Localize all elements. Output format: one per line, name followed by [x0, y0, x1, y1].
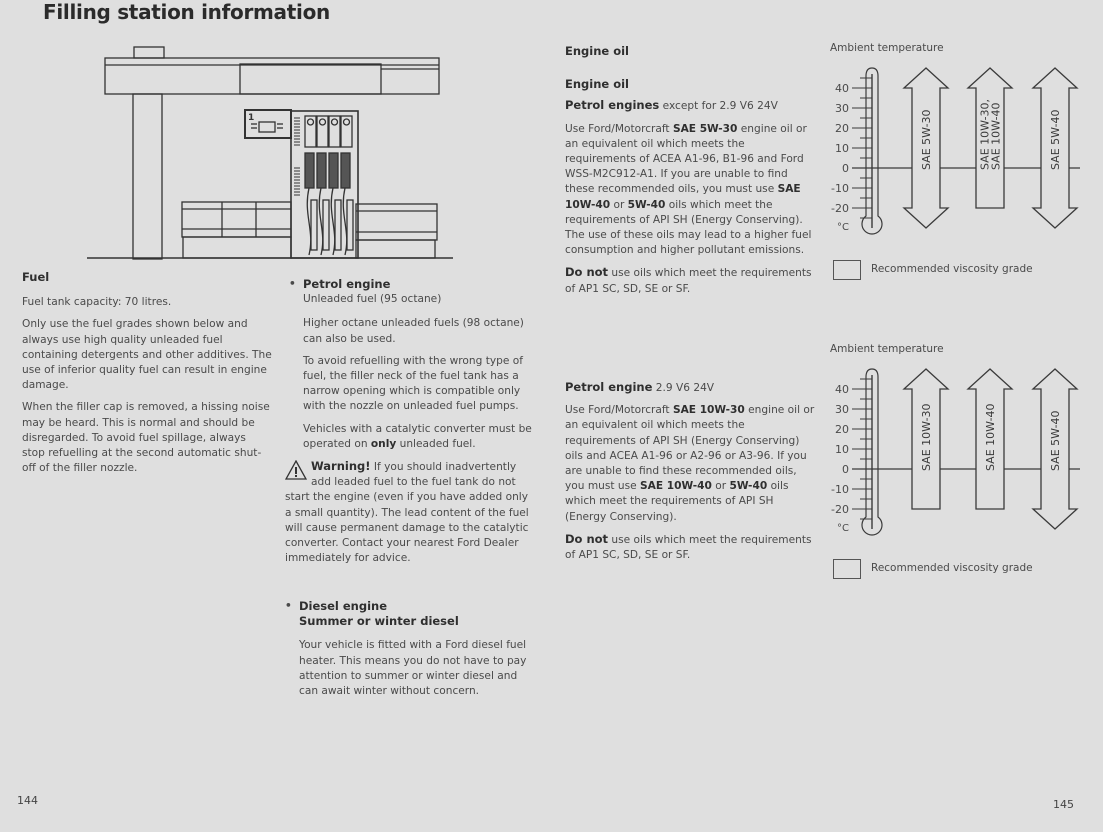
oil-heading-1: Engine oil — [565, 44, 629, 58]
petrol-sub: Unleaded fuel (95 octane) — [303, 293, 442, 306]
oil-sec2-para-2 — [565, 532, 815, 563]
diesel-section — [285, 599, 535, 706]
tick-label: 0 — [842, 463, 849, 476]
warning-paragraph — [285, 459, 535, 566]
t: use oils which meet the requirements of AP1 SC, SD, SE or SF. — [565, 267, 812, 295]
oil-grade: 5W-40 — [729, 480, 768, 493]
tick-label: 30 — [835, 403, 849, 416]
diesel-heading: Diesel engine — [299, 599, 388, 613]
filling-station-illustration — [85, 40, 455, 265]
fuel-section — [22, 270, 272, 483]
viscosity-chart-svg — [830, 359, 1095, 554]
pump-displays — [305, 116, 352, 147]
oil-sec1-heading-bold: Petrol engines — [565, 98, 660, 113]
fuel-heading: Fuel — [22, 270, 50, 284]
viscosity-grade-label: SAE 5W-30 — [920, 109, 933, 170]
petrol-section — [285, 277, 535, 573]
t: or — [711, 480, 730, 493]
fuel-capacity: Fuel tank capacity: 70 litres. — [22, 296, 172, 309]
unit-label: °C — [837, 523, 849, 534]
page-number-right: 145 — [1053, 798, 1074, 811]
petrol-para-2: To avoid refuelling with the wrong type of fuel, the filler neck of the fuel tank has a narrow opening which is compatible only with the nozzle on unleaded fuel pumps. — [303, 354, 523, 413]
tick-label: -10 — [831, 182, 849, 195]
legend-swatch — [833, 559, 861, 579]
viscosity-grade-label: SAE 5W-40 — [1049, 410, 1062, 471]
t: oils which meet the requirements of API SH (Energy Conserving). — [565, 480, 789, 523]
oil-sec1-heading — [565, 98, 815, 114]
tick-label: 40 — [835, 82, 849, 95]
viscosity-chart-2 — [830, 343, 1095, 583]
oil-grade: SAE 5W-30 — [672, 122, 738, 135]
petrol-para-3-text: Vehicles with a catalytic converter must be operated on — [303, 422, 532, 450]
oil-sec2-heading — [565, 380, 815, 396]
tick-label: -20 — [831, 503, 849, 516]
tick-label: 40 — [835, 383, 849, 396]
t: use oils which meet the requirements of AP1 SC, SD, SE or SF. — [565, 533, 812, 562]
tick-label: -20 — [831, 202, 849, 215]
diesel-bullet: • — [285, 600, 292, 612]
page-number-left: 144 — [17, 794, 38, 807]
legend-swatch — [833, 260, 861, 280]
oil-heading-2: Engine oil — [565, 77, 629, 92]
t: Use Ford/Motorcraft — [565, 404, 673, 417]
viscosity-grade-label: SAE 10W-30, — [978, 98, 992, 170]
chart-title: Ambient temperature — [830, 42, 944, 54]
tick-label: 10 — [835, 443, 849, 456]
oil-sec2-para-1 — [565, 403, 815, 525]
oil-grade: 5W-40 — [627, 198, 666, 211]
oil-sec1-para-2 — [565, 265, 815, 296]
warning-icon — [285, 460, 307, 480]
tick-label: 10 — [835, 142, 849, 155]
viscosity-chart-1 — [830, 42, 1095, 282]
oil-section-2 — [565, 380, 815, 570]
petrol-para-3 — [303, 422, 535, 452]
viscosity-grade-label: SAE 5W-40 — [1049, 109, 1062, 170]
oil-sec1-para-1 — [565, 122, 815, 259]
canopy-pillar — [133, 94, 162, 259]
fuel-para-2: When the filler cap is removed, a hissing noise may be heard. This is normal and should be disregarded. To avoid fuel spillage, always stop refuelling at the second automatic shut-off of the filler nozzle. — [22, 401, 270, 475]
petrol-para-3-text-end: unleaded fuel. — [396, 437, 476, 450]
oil-grade: SAE 10W-40 — [565, 183, 801, 211]
viscosity-grade-label: SAE 10W-40 — [984, 403, 997, 471]
petrol-para-1: Higher octane unleaded fuels (98 octane) can also be used. — [303, 317, 524, 345]
oil-sec1-heading-rest: except for 2.9 V6 24V — [659, 100, 778, 113]
diesel-para: Your vehicle is fitted with a Ford diesel fuel heater. This means you do not have to pay attention to summer or winter diesel and can await winter without concern. — [299, 639, 527, 698]
t: oils which meet the requirements of API SH (Energy Conserving). The use of these oils may lead to a higher fuel consumption and higher pollutant emissions. — [565, 198, 812, 257]
viscosity-grade-label: SAE 10W-40 — [989, 102, 1003, 170]
petrol-heading: Petrol engine — [303, 277, 391, 291]
t: or — [610, 198, 628, 211]
viscosity-chart-svg — [830, 58, 1095, 253]
legend-label: Recommended viscosity grade — [871, 263, 1033, 275]
t: engine oil or an equivalent oil which meets the requirements of ACEA A1-96, B1-96 and Ford WSS-M2C912-A1. If you are unable to find these recommended oils, you must use — [565, 122, 807, 196]
t: Use Ford/Motorcraft — [565, 122, 673, 135]
warning-label: Warning! — [311, 459, 371, 474]
oil-section-1 — [565, 44, 815, 304]
tick-label: 0 — [842, 162, 849, 175]
diesel-sub: Summer or winter diesel — [299, 614, 459, 629]
oil-sec2-heading-bold: Petrol engine — [565, 380, 653, 394]
petrol-para-3-emph: only — [370, 437, 397, 450]
tick-label: -10 — [831, 483, 849, 496]
fuel-para-1: Only use the fuel grades shown below and always use high quality unleaded fuel containing detergents and other additives. The use of inferior quality fuel can result in engine damage. — [22, 318, 272, 392]
tick-label: 20 — [835, 122, 849, 135]
unit-label: °C — [837, 222, 849, 233]
page-title: Filling station information — [43, 0, 330, 24]
legend-label: Recommended viscosity grade — [871, 562, 1033, 574]
viscosity-grade-label: SAE 10W-30 — [920, 403, 933, 471]
do-not-label: Do not — [565, 265, 609, 280]
pump-number: 1 — [248, 113, 255, 123]
tick-label: 20 — [835, 423, 849, 436]
oil-grade: SAE 10W-30 — [672, 404, 745, 417]
canopy-vent — [134, 47, 164, 58]
warning-text: If you should inadvertently add leaded fuel to the fuel tank do not start the engine (even if you have added only a small quantity). The lead content of the fuel will cause permanent damage to the catalytic converter. Contact your nearest Ford Dealer immediately for advice. — [285, 461, 529, 565]
do-not-label: Do not — [565, 531, 609, 546]
chart-title: Ambient temperature — [830, 343, 944, 355]
tick-label: 30 — [835, 102, 849, 115]
t: engine oil or an equivalent oil which meets the requirements of API SH (Energy Conserving) oils and ACEA A1-96 or A2-96 or A3-96. If you are unable to find these recommended oils, you must use — [565, 404, 815, 493]
pump-nozzles — [305, 153, 353, 255]
oil-grade: SAE 10W-40 — [640, 480, 712, 493]
oil-sec2-heading-rest: 2.9 V6 24V — [652, 382, 715, 394]
petrol-bullet: • — [289, 278, 296, 290]
